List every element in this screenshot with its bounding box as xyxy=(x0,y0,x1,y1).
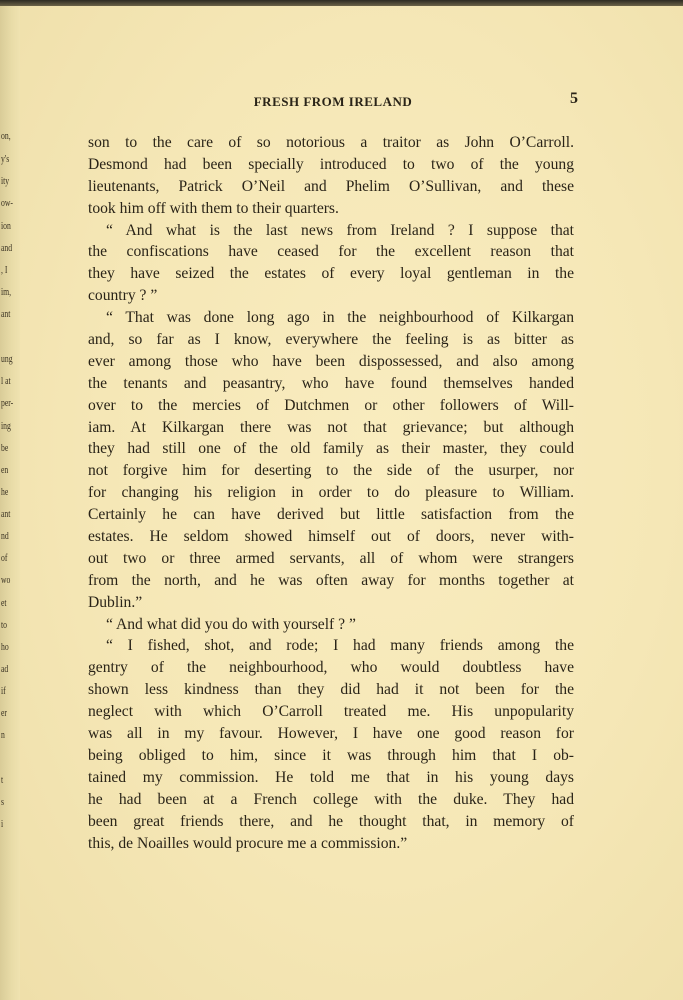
facing-page-fragment: y's xyxy=(1,153,10,165)
text-line: the confiscations have ceased for the excellent reason that xyxy=(88,243,574,261)
facing-page-fragment: ad xyxy=(1,663,9,675)
facing-page-fragment: he xyxy=(1,486,9,498)
facing-page-fragment: per- xyxy=(1,397,14,409)
page-number: 5 xyxy=(570,90,578,107)
facing-page-fragment: ant xyxy=(1,308,11,320)
text-line: took him off with them to their quarters. xyxy=(88,199,339,217)
text-line: Desmond had been specially introduced to two of the young xyxy=(88,155,574,173)
text-line: lieutenants, Patrick O’Neil and Phelim O’Sullivan, and these xyxy=(88,177,574,195)
text-line: “ I fished, shot, and rode; I had many friends among the xyxy=(106,637,574,655)
text-line: ever among those who have been dispossessed, and also among xyxy=(88,352,574,370)
text-line: son to the care of so notorious a traitor as John O’Carroll. xyxy=(88,134,574,151)
facing-page-fragment: nd xyxy=(1,530,9,542)
text-line: they have seized the estates of every loyal gentleman in the xyxy=(88,265,574,283)
text-line: iam. At Kilkargan there was not that grievance; but although xyxy=(88,418,574,436)
facing-page-fragment: wo xyxy=(1,574,11,586)
text-line: out two or three armed servants, all of whom were strangers xyxy=(88,549,574,567)
text-line: being obliged to him, since it was through him that I ob- xyxy=(88,746,574,764)
text-line: from the north, and he was often away for months together at xyxy=(88,571,574,589)
facing-page-margin xyxy=(0,6,21,1000)
text-line: “ That was done long ago in the neighbourhood of Kilkargan xyxy=(106,309,574,327)
running-title: FRESH FROM IRELAND xyxy=(253,94,413,109)
body-text xyxy=(88,132,574,854)
facing-page-fragment: on, xyxy=(1,130,11,142)
text-line: estates. He seldom showed himself out of doors, never with- xyxy=(88,528,574,546)
text-line: Dublin.” xyxy=(88,593,143,611)
text-line: over to the mercies of Dutchmen or other followers of Will- xyxy=(88,396,574,414)
facing-page-fragment: be xyxy=(1,442,9,454)
facing-page-fragment: en xyxy=(1,464,9,476)
text-line: he had been at a French college with the duke. They had xyxy=(88,790,574,808)
text-line: neglect with which O’Carroll treated me. His unpopularity xyxy=(88,703,574,721)
text-line: was all in my favour. However, I have one good reason for xyxy=(88,725,574,743)
text-line: shown less kindness than they did had it not been for the xyxy=(88,681,574,699)
book-page xyxy=(20,6,683,1000)
facing-page-fragment: ing xyxy=(1,420,11,432)
facing-page-fragment: et xyxy=(1,597,7,609)
text-line: for changing his religion in order to do pleasure to William. xyxy=(88,484,574,502)
text-line: this, de Noailles would procure me a commission.” xyxy=(88,834,408,852)
text-line: gentry of the neighbourhood, who would doubtless have xyxy=(88,659,574,677)
facing-page-fragment: ung xyxy=(1,353,13,365)
facing-page-fragment: ity xyxy=(1,175,10,187)
facing-page-fragment: t xyxy=(1,774,4,786)
running-head xyxy=(88,92,578,112)
facing-page-fragment: if xyxy=(1,685,6,697)
text-line: “ And what did you do with yourself ? ” xyxy=(106,615,356,633)
facing-page-fragment: ion xyxy=(1,220,11,232)
facing-page-fragment: l at xyxy=(1,375,11,387)
facing-page-fragment: of xyxy=(1,552,8,564)
text-line: country ? ” xyxy=(88,287,158,305)
text-line: not forgive him for deserting to the side of the usurper, nor xyxy=(88,462,574,480)
facing-page-fragment: ow- xyxy=(1,197,13,209)
text-line: they had still one of the old family as their master, they could xyxy=(88,440,574,458)
text-line: and, so far as I know, everywhere the feeling is as bitter as xyxy=(88,331,574,349)
facing-page-fragment: er xyxy=(1,707,7,719)
text-line: the tenants and peasantry, who have found themselves handed xyxy=(88,374,574,392)
facing-page-fragment: s xyxy=(1,796,4,808)
facing-page-fragment: to xyxy=(1,619,7,631)
facing-page-fragment: i xyxy=(1,818,4,830)
text-line: been great friends there, and he thought that, in memory of xyxy=(88,812,574,830)
text-line: “ And what is the last news from Ireland ? I suppose that xyxy=(106,221,574,239)
facing-page-fragment: and xyxy=(1,242,13,254)
facing-page-fragment: ant xyxy=(1,508,11,520)
facing-page-fragment: ho xyxy=(1,641,9,653)
text-line: tained my commission. He told me that in his young days xyxy=(88,768,574,786)
facing-page-fragment: n xyxy=(1,729,5,741)
text-line: Certainly he can have derived but little satisfaction from the xyxy=(88,506,574,524)
facing-page-fragment: im, xyxy=(1,286,12,298)
facing-page-fragment: , I xyxy=(1,264,8,276)
